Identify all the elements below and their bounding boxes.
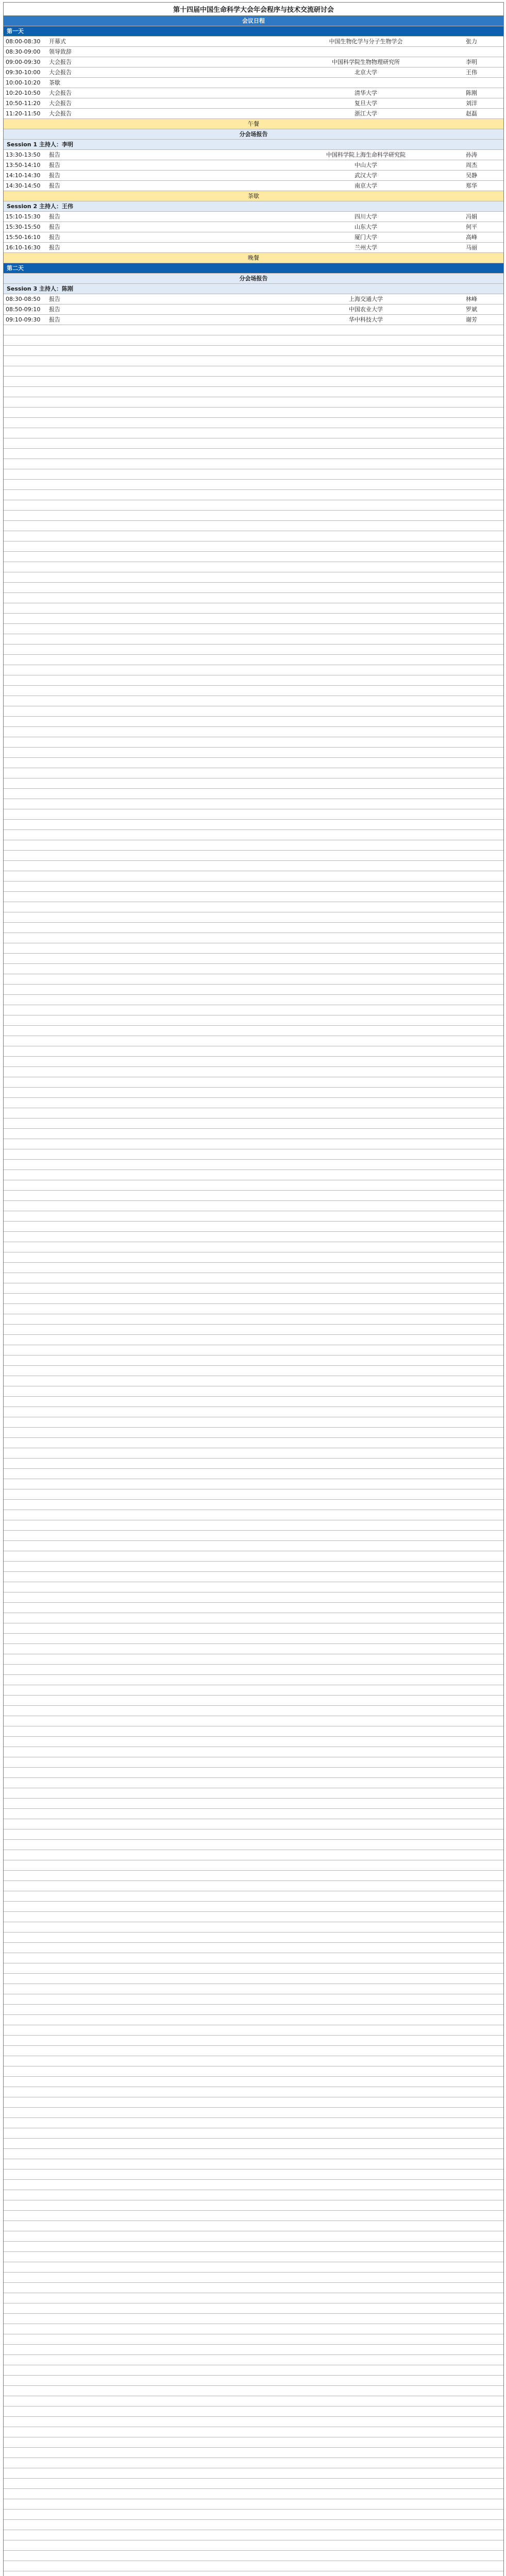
program-row: [4, 294, 503, 304]
time-cell: 10:20-10:50: [6, 90, 41, 96]
time-cell: 15:10-15:30: [6, 213, 41, 220]
title-cell: 报告: [49, 234, 60, 241]
time-cell: 15:50-16:10: [6, 234, 41, 241]
band-yellow-row: 茶歇: [4, 191, 503, 201]
program-row: [4, 88, 503, 98]
time-cell: 08:50-09:10: [6, 306, 41, 313]
title-cell: 报告: [49, 224, 60, 230]
title-cell: 报告: [49, 182, 60, 189]
affiliation-cell: 中国科学院生物物理研究所: [332, 59, 400, 65]
session-row: Session 3 主持人：陈刚: [4, 284, 503, 294]
title-cell: 大会报告: [49, 59, 72, 65]
affiliation-cell: 浙江大学: [355, 110, 377, 117]
affiliation-cell: 四川大学: [355, 213, 377, 220]
title-cell: 茶歇: [49, 79, 60, 86]
affiliation-cell: 武汉大学: [355, 172, 377, 179]
time-cell: 08:00-08:30: [6, 38, 41, 45]
band-yellow-row: 午餐: [4, 119, 503, 129]
speaker-cell: 刘洋: [466, 100, 477, 107]
speaker-cell: 高峰: [466, 234, 477, 241]
time-cell: 16:10-16:30: [6, 244, 41, 251]
speaker-cell: 林峰: [466, 296, 477, 302]
speaker-cell: 李明: [466, 59, 477, 65]
speaker-cell: 谢芳: [466, 316, 477, 323]
affiliation-cell: 厦门大学: [355, 234, 377, 241]
speaker-cell: 郑华: [466, 182, 477, 189]
title-cell: 报告: [49, 306, 60, 313]
band-light-row: 分会场报告: [4, 274, 503, 284]
time-cell: 10:50-11:20: [6, 100, 41, 107]
speaker-cell: 王伟: [466, 69, 477, 76]
program-row: [4, 171, 503, 181]
time-cell: 08:30-08:50: [6, 296, 41, 302]
speaker-cell: 张力: [466, 38, 477, 45]
program-continued: [4, 325, 503, 2576]
title-cell: 大会报告: [49, 110, 72, 117]
affiliation-cell: 中国科学院上海生命科学研究院: [326, 151, 406, 158]
affiliation-cell: 中国生物化学与分子生物学会: [329, 38, 403, 45]
program-document: [3, 2, 504, 2576]
title-cell: 报告: [49, 244, 60, 251]
time-cell: 14:30-14:50: [6, 182, 41, 189]
title-cell: 报告: [49, 172, 60, 179]
program-row: [4, 160, 503, 171]
title-cell: 报告: [49, 162, 60, 168]
program-row: [4, 181, 503, 191]
time-cell: 10:00-10:20: [6, 79, 41, 86]
program-row: [4, 150, 503, 160]
program-row: [4, 67, 503, 78]
affiliation-cell: [286, 47, 446, 57]
time-cell: 09:10-09:30: [6, 316, 41, 323]
title-cell: 开幕式: [49, 38, 66, 45]
speaker-cell: 何平: [466, 224, 477, 230]
program-row: [4, 243, 503, 253]
speaker-cell: 周杰: [466, 162, 477, 168]
time-cell: 08:30-09:00: [6, 48, 41, 55]
program-row: [4, 222, 503, 232]
band-light-row: 分会场报告: [4, 129, 503, 140]
title-cell: 大会报告: [49, 69, 72, 76]
band-yellow-row: 晚餐: [4, 253, 503, 263]
affiliation-cell: 清华大学: [355, 90, 377, 96]
speaker-cell: 马丽: [466, 244, 477, 251]
program-row: [4, 78, 503, 88]
speaker-cell: [446, 78, 497, 88]
speaker-cell: 罗斌: [466, 306, 477, 313]
speaker-cell: [446, 47, 497, 57]
program-row: [4, 109, 503, 119]
speaker-cell: 孙涛: [466, 151, 477, 158]
band-blue-row: 会议日程: [4, 16, 503, 26]
affiliation-cell: 中山大学: [355, 162, 377, 168]
affiliation-cell: 兰州大学: [355, 244, 377, 251]
time-cell: 09:00-09:30: [6, 59, 41, 65]
title-cell: 报告: [49, 213, 60, 220]
title-cell: 报告: [49, 316, 60, 323]
program-table: [4, 16, 503, 325]
page-title: 第十四届中国生命科学大会年会程序与技术交流研讨会: [4, 3, 503, 16]
affiliation-cell: 华中科技大学: [349, 316, 383, 323]
title-cell: 报告: [49, 151, 60, 158]
affiliation-cell: 北京大学: [355, 69, 377, 76]
time-cell: 11:20-11:50: [6, 110, 41, 117]
time-cell: 09:30-10:00: [6, 69, 41, 76]
program-row: [4, 315, 503, 325]
affiliation-cell: 南京大学: [355, 182, 377, 189]
title-cell: 大会报告: [49, 100, 72, 107]
day-row: 第一天: [4, 26, 503, 37]
time-cell: 14:10-14:30: [6, 172, 41, 179]
title-cell: 报告: [49, 296, 60, 302]
program-row: [4, 57, 503, 67]
day-row: 第二天: [4, 263, 503, 274]
title-cell: 大会报告: [49, 90, 72, 96]
session-row: Session 2 主持人：王伟: [4, 201, 503, 212]
speaker-cell: 陈刚: [466, 90, 477, 96]
time-cell: 13:30-13:50: [6, 151, 41, 158]
speaker-cell: 赵磊: [466, 110, 477, 117]
program-row: [4, 232, 503, 243]
speaker-cell: 吴静: [466, 172, 477, 179]
affiliation-cell: [286, 78, 446, 88]
session-row: Session 1 主持人：李明: [4, 140, 503, 150]
program-row: [4, 47, 503, 57]
affiliation-cell: 山东大学: [355, 224, 377, 230]
time-cell: 13:50-14:10: [6, 162, 41, 168]
speaker-cell: 冯娟: [466, 213, 477, 220]
affiliation-cell: 中国农业大学: [349, 306, 383, 313]
program-row: [4, 304, 503, 315]
program-row: [4, 37, 503, 47]
program-row: [4, 212, 503, 222]
affiliation-cell: 复旦大学: [355, 100, 377, 107]
affiliation-cell: 上海交通大学: [349, 296, 383, 302]
time-cell: 15:30-15:50: [6, 224, 41, 230]
program-row: [4, 98, 503, 109]
title-cell: 领导致辞: [49, 48, 72, 55]
